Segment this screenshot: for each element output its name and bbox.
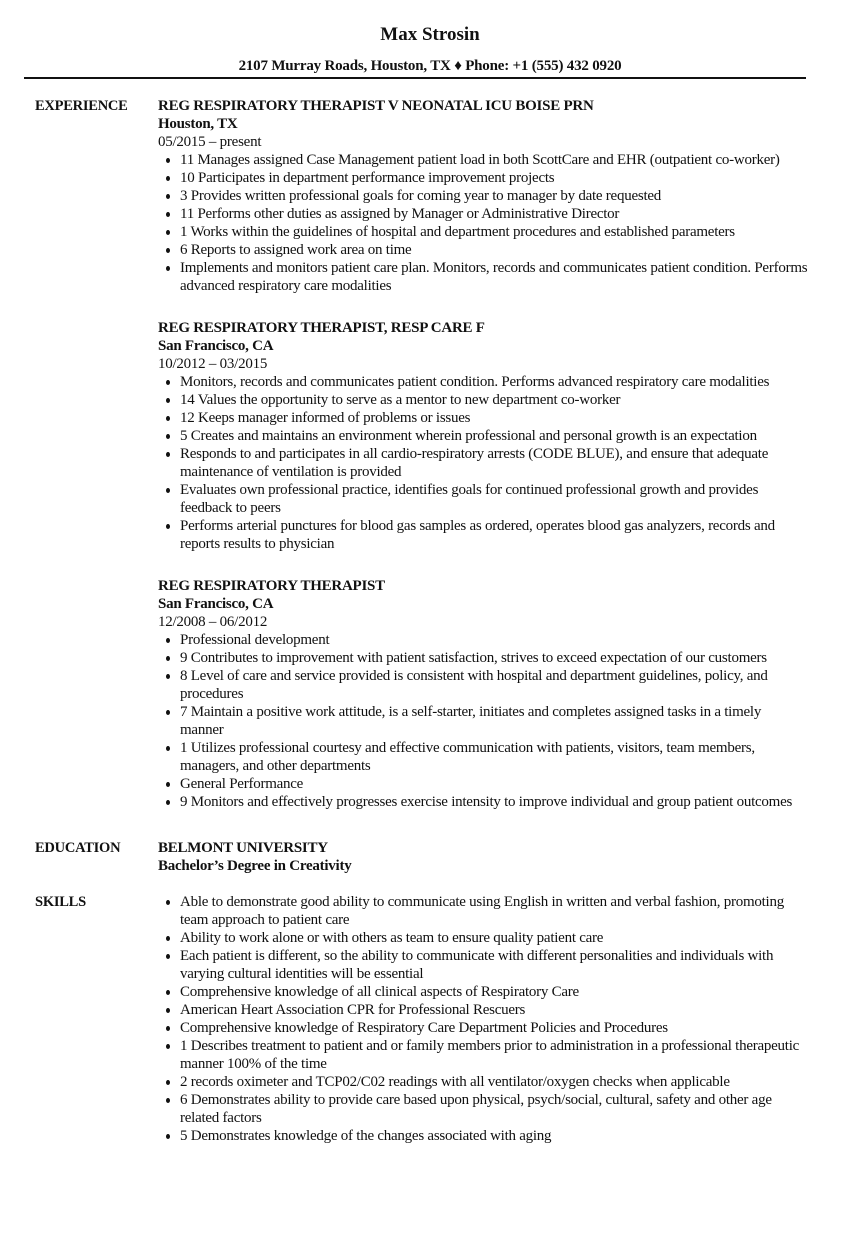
list-item: Professional development — [180, 631, 808, 649]
header-divider — [24, 77, 806, 79]
list-item: 5 Demonstrates knowledge of the changes associated with aging — [180, 1127, 808, 1145]
job-location: San Francisco, CA — [158, 338, 274, 354]
skills-section — [35, 893, 815, 1145]
contact-line: 2107 Murray Roads, Houston, TX ♦ Phone: +1 (555) 432 0920 — [238, 58, 622, 74]
list-item: 1 Utilizes professional courtesy and effective communication with patients, visitors, team members, managers, and other departments — [180, 739, 808, 775]
list-item: Comprehensive knowledge of Respiratory Care Department Policies and Procedures — [180, 1019, 808, 1037]
list-item: General Performance — [180, 775, 808, 793]
school-name: BELMONT UNIVERSITY — [158, 840, 328, 856]
job-title: REG RESPIRATORY THERAPIST, RESP CARE F — [158, 320, 485, 336]
list-item: 3 Provides written professional goals for coming year to manager by date requested — [180, 187, 808, 205]
list-item: 9 Contributes to improvement with patient satisfaction, strives to exceed expectation of our customers — [180, 649, 808, 667]
candidate-name: Max Strosin — [380, 24, 480, 45]
resume-body — [35, 97, 815, 1145]
job-entry — [158, 319, 808, 553]
job-entry — [158, 577, 808, 811]
job-dates: 12/2008 – 06/2012 — [158, 614, 268, 630]
list-item: 10 Participates in department performance improvement projects — [180, 169, 808, 187]
section-label-education: EDUCATION — [35, 840, 121, 856]
job-location: San Francisco, CA — [158, 596, 274, 612]
job-dates: 10/2012 – 03/2015 — [158, 356, 268, 372]
list-item: Comprehensive knowledge of all clinical aspects of Respiratory Care — [180, 983, 808, 1001]
list-item: 9 Monitors and effectively progresses exercise intensity to improve individual and group patient outcomes — [180, 793, 808, 811]
skills-list — [158, 893, 808, 1145]
list-item: Performs arterial punctures for blood gas samples as ordered, operates blood gas analyzers, records and reports results to physician — [180, 517, 808, 553]
list-item: Implements and monitors patient care plan. Monitors, records and communicates patient condition. Performs advanced respiratory care modalities — [180, 260, 808, 294]
job-title: REG RESPIRATORY THERAPIST V NEONATAL ICU BOISE PRN — [158, 98, 594, 114]
section-label-experience: EXPERIENCE — [35, 98, 128, 114]
section-label-skills: SKILLS — [35, 894, 86, 910]
job-bullets — [158, 151, 808, 295]
list-item: 14 Values the opportunity to serve as a mentor to new department co-worker — [180, 391, 808, 409]
job-entry — [158, 97, 808, 295]
job-bullets — [158, 373, 808, 553]
experience-section — [35, 97, 815, 811]
list-item: 5 Creates and maintains an environment wherein professional and personal growth is an expectation — [180, 427, 808, 445]
list-item: 11 Performs other duties as assigned by Manager or Administrative Director — [180, 205, 808, 223]
list-item: 2 records oximeter and TCP02/C02 readings with all ventilator/oxygen checks when applicable — [180, 1073, 808, 1091]
job-dates: 05/2015 – present — [158, 134, 262, 150]
job-title: REG RESPIRATORY THERAPIST — [158, 578, 385, 594]
list-item: Ability to work alone or with others as team to ensure quality patient care — [180, 929, 808, 947]
experience-jobs — [158, 97, 808, 811]
list-item: American Heart Association CPR for Professional Rescuers — [180, 1001, 808, 1019]
list-item: Able to demonstrate good ability to communicate using English in written and verbal fashion, promoting team approach to patient care — [180, 893, 808, 929]
education-section — [35, 839, 815, 875]
list-item: 6 Demonstrates ability to provide care based upon physical, psych/social, cultural, safety and other age related factors — [180, 1091, 808, 1127]
list-item: 12 Keeps manager informed of problems or issues — [180, 409, 808, 427]
list-item: 7 Maintain a positive work attitude, is a self-starter, initiates and completes assigned tasks in a timely manner — [180, 703, 808, 739]
list-item: Evaluates own professional practice, identifies goals for continued professional growth and provides feedback to peers — [180, 481, 808, 517]
job-location: Houston, TX — [158, 116, 238, 132]
list-item: 8 Level of care and service provided is consistent with hospital and department guidelines, policy, and procedures — [180, 667, 808, 703]
degree: Bachelor’s Degree in Creativity — [158, 858, 352, 874]
list-item: 1 Works within the guidelines of hospital and department procedures and established parameters — [180, 223, 808, 241]
list-item: Responds to and participates in all cardio-respiratory arrests (CODE BLUE), and ensure that adequate maintenance of ventilation is provided — [180, 445, 808, 481]
list-item: Monitors, records and communicates patient condition. Performs advanced respiratory care modalities — [180, 373, 808, 391]
list-item: 11 Manages assigned Case Management patient load in both ScottCare and EHR (outpatient co-worker) — [180, 151, 808, 169]
list-item: Each patient is different, so the ability to communicate with different personalities and individuals with varying cultural identities will be essential — [180, 947, 808, 983]
job-bullets — [158, 631, 808, 811]
list-item: 6 Reports to assigned work area on time — [180, 241, 808, 259]
list-item: 1 Describes treatment to patient and or family members prior to administration in a professional therapeutic manner 100% of the time — [180, 1037, 808, 1073]
